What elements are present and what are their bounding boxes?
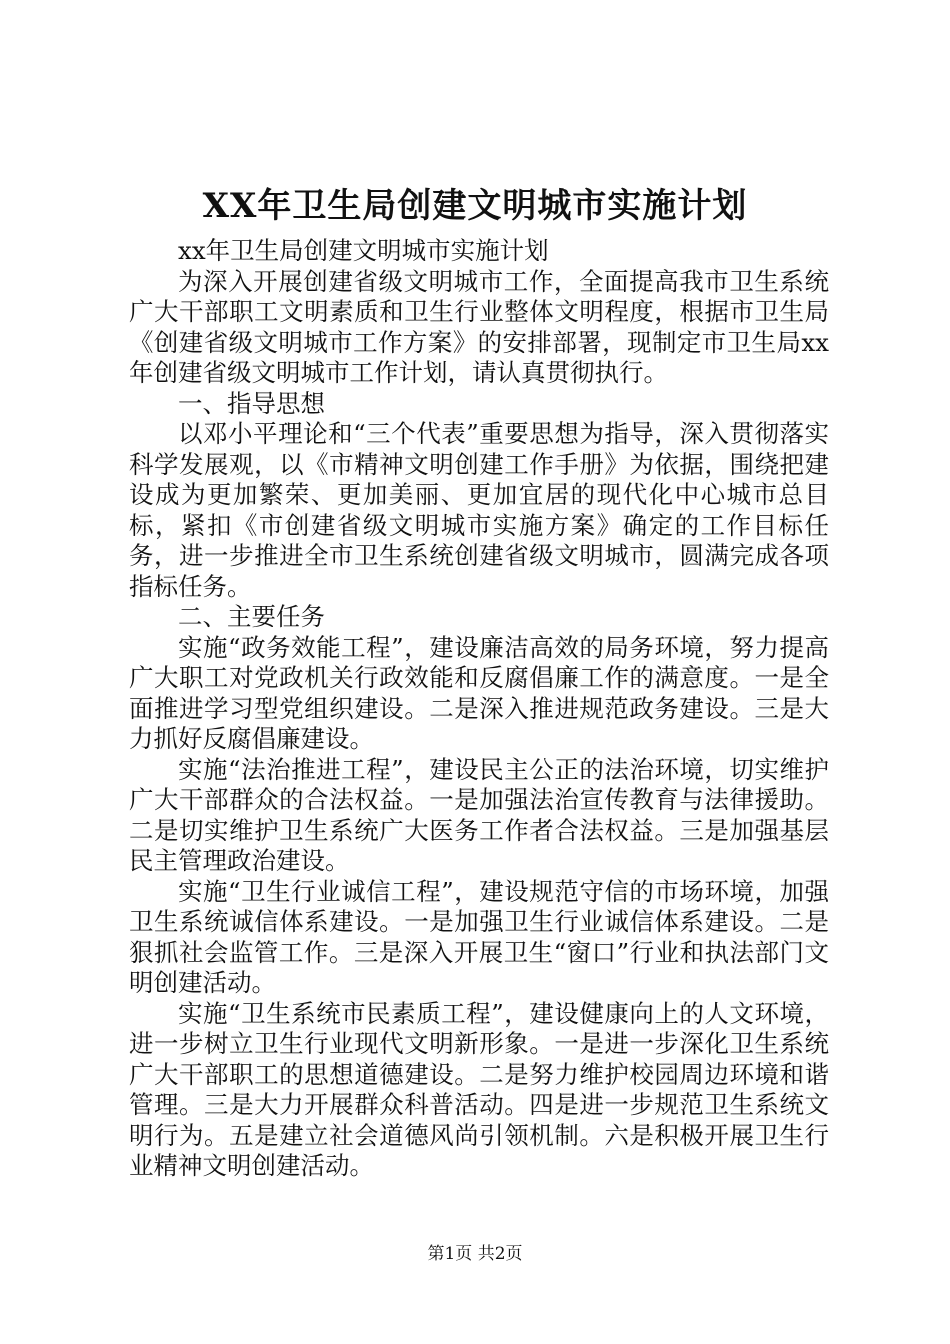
page-number-footer: 第1页 共2页 <box>427 1244 523 1264</box>
paragraph-subtitle: xx年卫生局创建文明城市实施计划 <box>178 236 549 265</box>
paragraph-guiding-ideology: 以邓小平理论和“三个代表”重要思想为指导，深入贯彻落实科学发展观，以《市精神文明创建工作手册》为依据，围绕把建设成为更加繁荣、更加美丽、更加宜居的现代化中心城市总目标，紧扣《市创建省级文明城市实施方案》确定的工作目标任务，进一步推进全市卫生系统创建省级文明城市，圆满完成各项指标任务。 <box>129 419 829 601</box>
document-title: XX年卫生局创建文明城市实施计划 <box>202 186 748 226</box>
section-heading-main-tasks: 二、主要任务 <box>178 602 325 631</box>
paragraph-task-efficiency: 实施“政务效能工程”，建设廉洁高效的局务环境，努力提高广大职工对党政机关行政效能和反腐倡廉工作的满意度。一是全面推进学习型党组织建设。二是深入推进规范政务建设。三是大力抓好反腐倡廉建设。 <box>129 632 829 753</box>
paragraph-task-citizen-quality: 实施“卫生系统市民素质工程”，建设健康向上的人文环境，进一步树立卫生行业现代文明新形象。一是进一步深化卫生系统广大干部职工的思想道德建设。二是努力维护校园周边环境和谐管理。三是大力开展群众科普活动。四是进一步规范卫生系统文明行为。五是建立社会道德风尚引领机制。六是积极开展卫生行业精神文明创建活动。 <box>129 998 829 1180</box>
section-heading-guiding-ideology: 一、指导思想 <box>178 388 325 418</box>
document-body <box>129 236 829 1182</box>
paragraph-intro: 为深入开展创建省级文明城市工作，全面提高我市卫生系统广大干部职工文明素质和卫生行业整体文明程度，根据市卫生局《创建省级文明城市工作方案》的安排部署，现制定市卫生局xx年创建省级文明城市工作计划，请认真贯彻执行。 <box>129 266 829 387</box>
paragraph-task-rule-of-law: 实施“法治推进工程”，建设民主公正的法治环境，切实维护广大干部群众的合法权益。一是加强法治宣传教育与法律援助。二是切实维护卫生系统广大医务工作者合法权益。三是加强基层民主管理政治建设。 <box>129 754 829 875</box>
paragraph-task-integrity: 实施“卫生行业诚信工程”，建设规范守信的市场环境，加强卫生系统诚信体系建设。一是加强卫生行业诚信体系建设。二是狠抓社会监管工作。三是深入开展卫生“窗口”行业和执法部门文明创建活动。 <box>129 876 829 997</box>
